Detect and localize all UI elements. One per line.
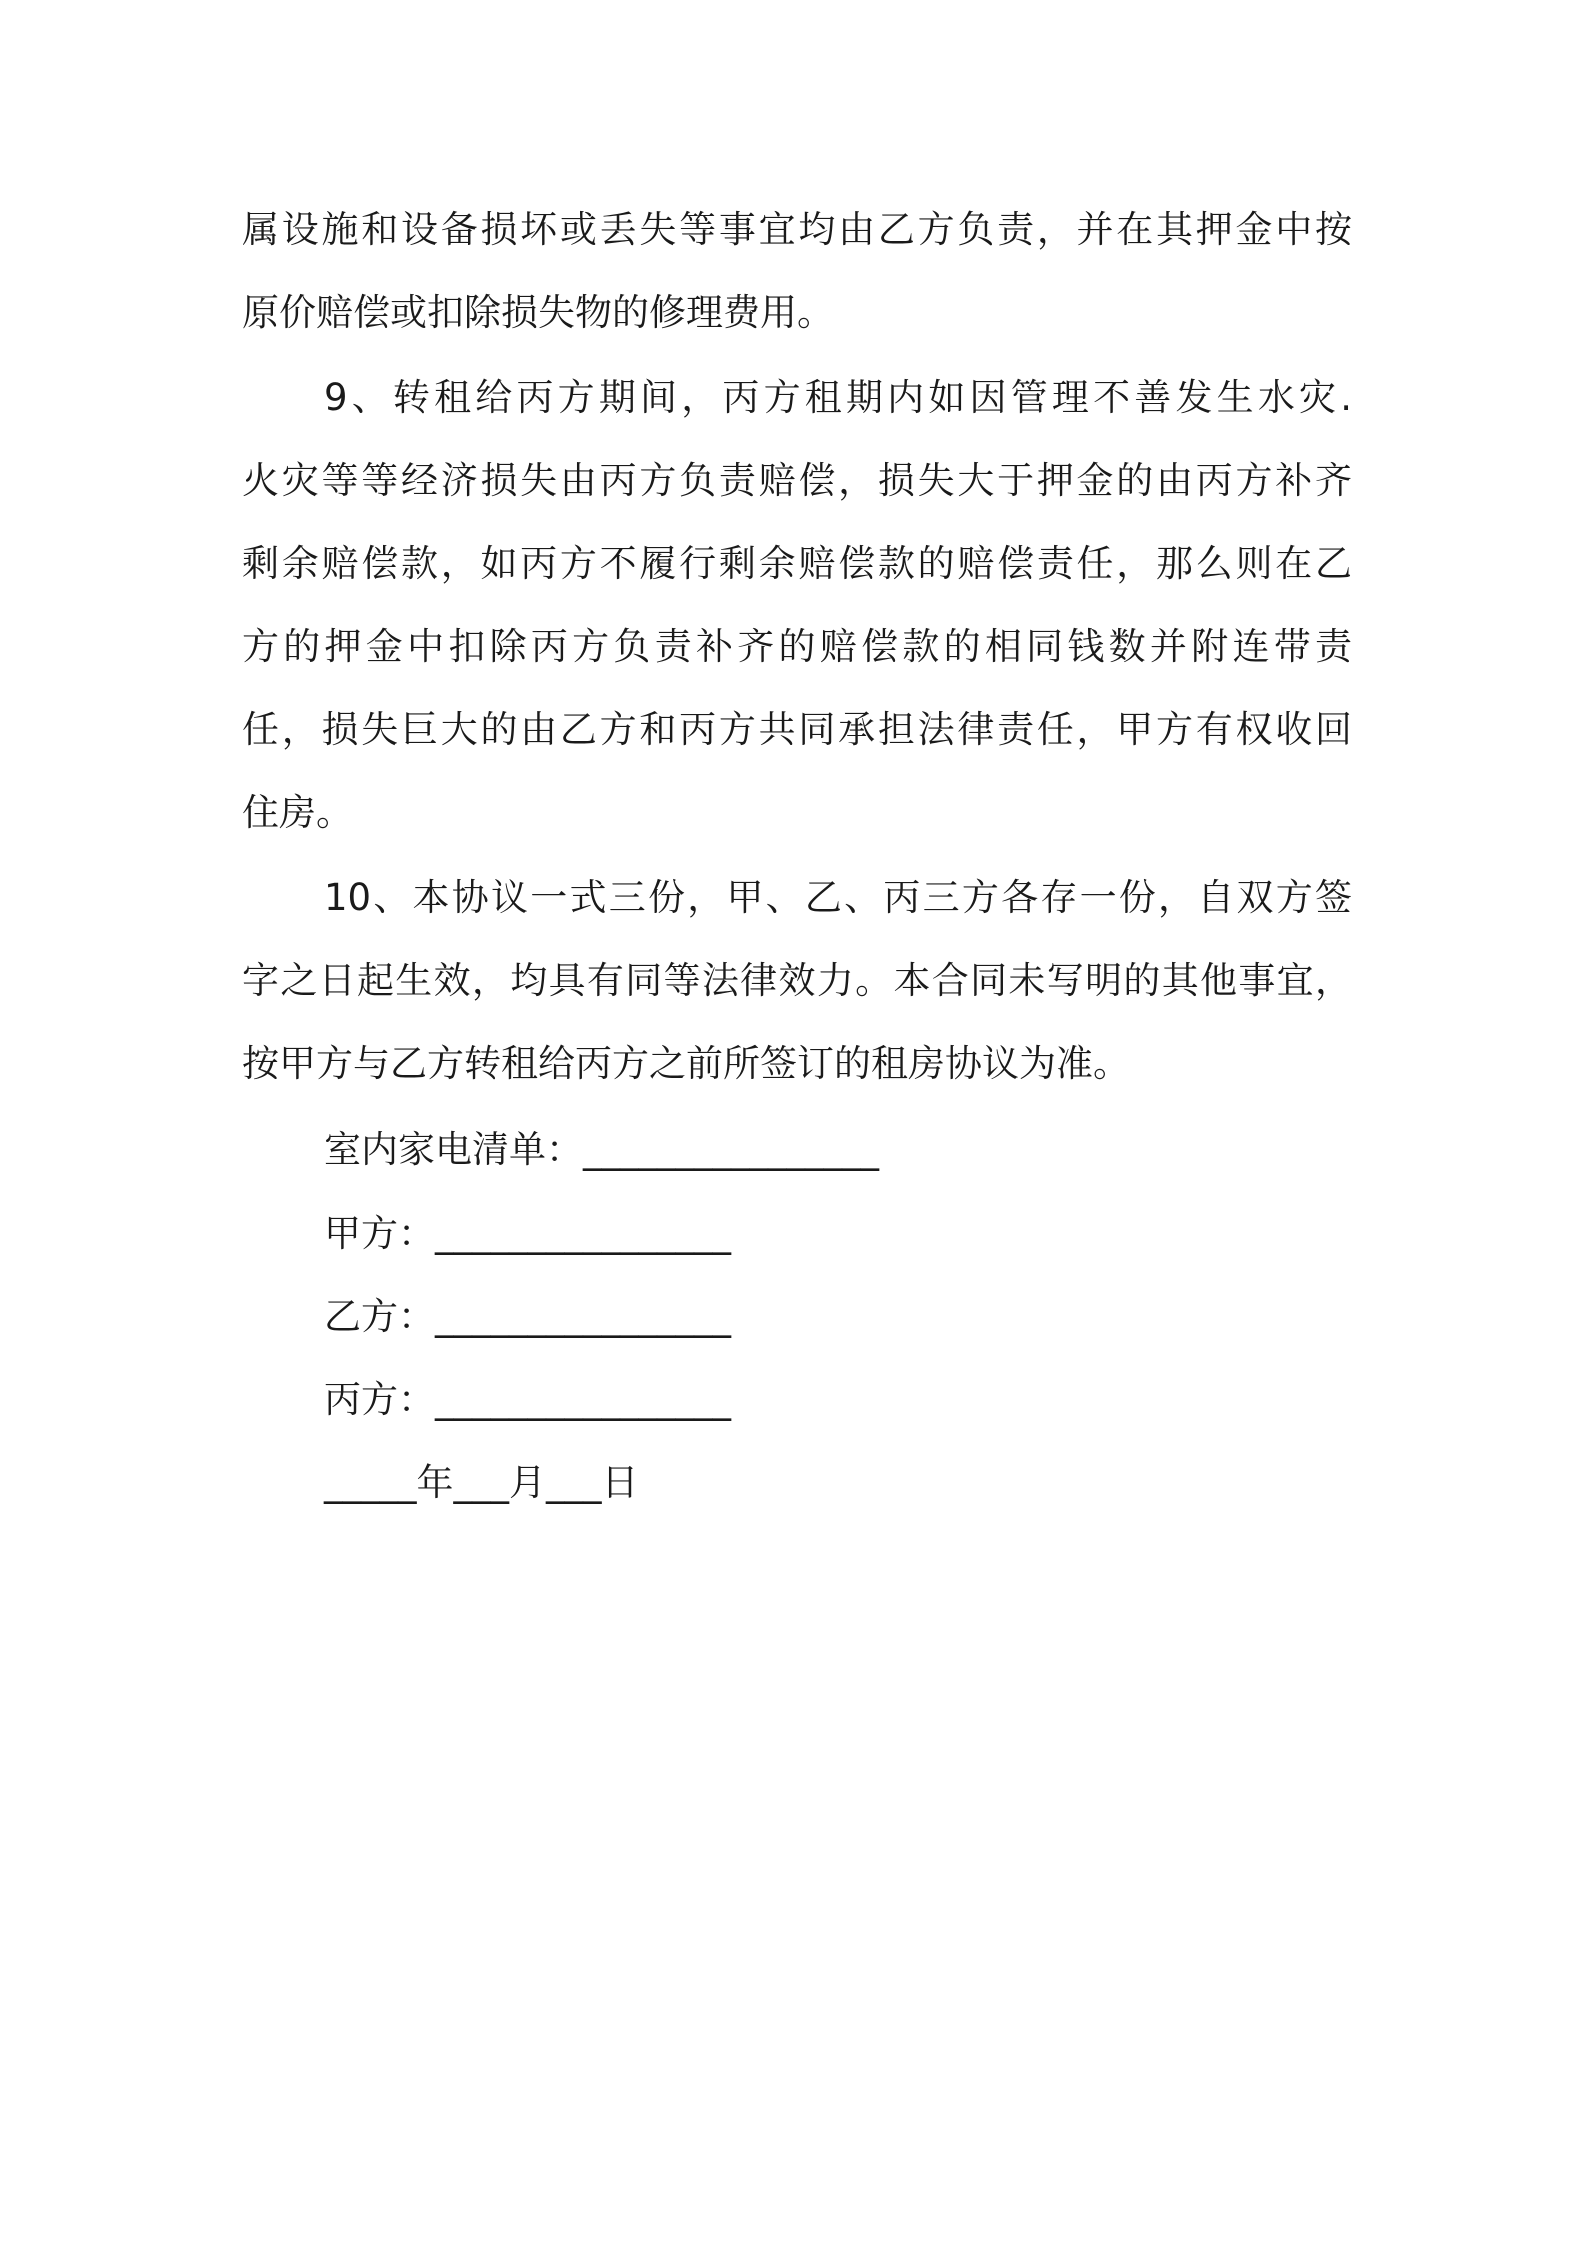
paragraph-1-line-2: 原价赔偿或扣除损失物的修理费用。: [242, 291, 834, 334]
clause-9-line-4: 方的押金中扣除丙方负责补齐的赔偿款的相同钱数并附连带责: [242, 625, 1352, 668]
party-a-signature-line: 甲方：________________: [324, 1212, 731, 1255]
date-line: _____年___月___日: [324, 1461, 639, 1504]
clause-9-line-2: 火灾等等经济损失由丙方负责赔偿，损失大于押金的由丙方补齐: [242, 459, 1352, 502]
clause-9-line-5: 任，损失巨大的由乙方和丙方共同承担法律责任，甲方有权收回: [242, 708, 1352, 751]
clause-10-line-3: 按甲方与乙方转租给丙方之前所签订的租房协议为准。: [242, 1042, 1130, 1085]
appliance-list-line: 室内家电清单：________________: [324, 1128, 879, 1171]
clause-10-line-2: 字之日起生效，均具有同等法律效力。本合同未写明的其他事宜，: [242, 959, 1352, 1002]
party-b-signature-line: 乙方：________________: [324, 1295, 731, 1338]
party-c-signature-line: 丙方：________________: [324, 1378, 731, 1421]
paragraph-1-line-1: 属设施和设备损坏或丢失等事宜均由乙方负责，并在其押金中按: [242, 208, 1352, 251]
clause-10-line-1: 10、本协议一式三份，甲、乙、丙三方各存一份，自双方签: [324, 876, 1352, 919]
clause-9-line-3: 剩余赔偿款，如丙方不履行剩余赔偿款的赔偿责任，那么则在乙: [242, 542, 1352, 585]
clause-9-line-6: 住房。: [242, 791, 353, 834]
clause-9-line-1: 9、转租给丙方期间，丙方租期内如因管理不善发生水灾.: [324, 376, 1352, 419]
